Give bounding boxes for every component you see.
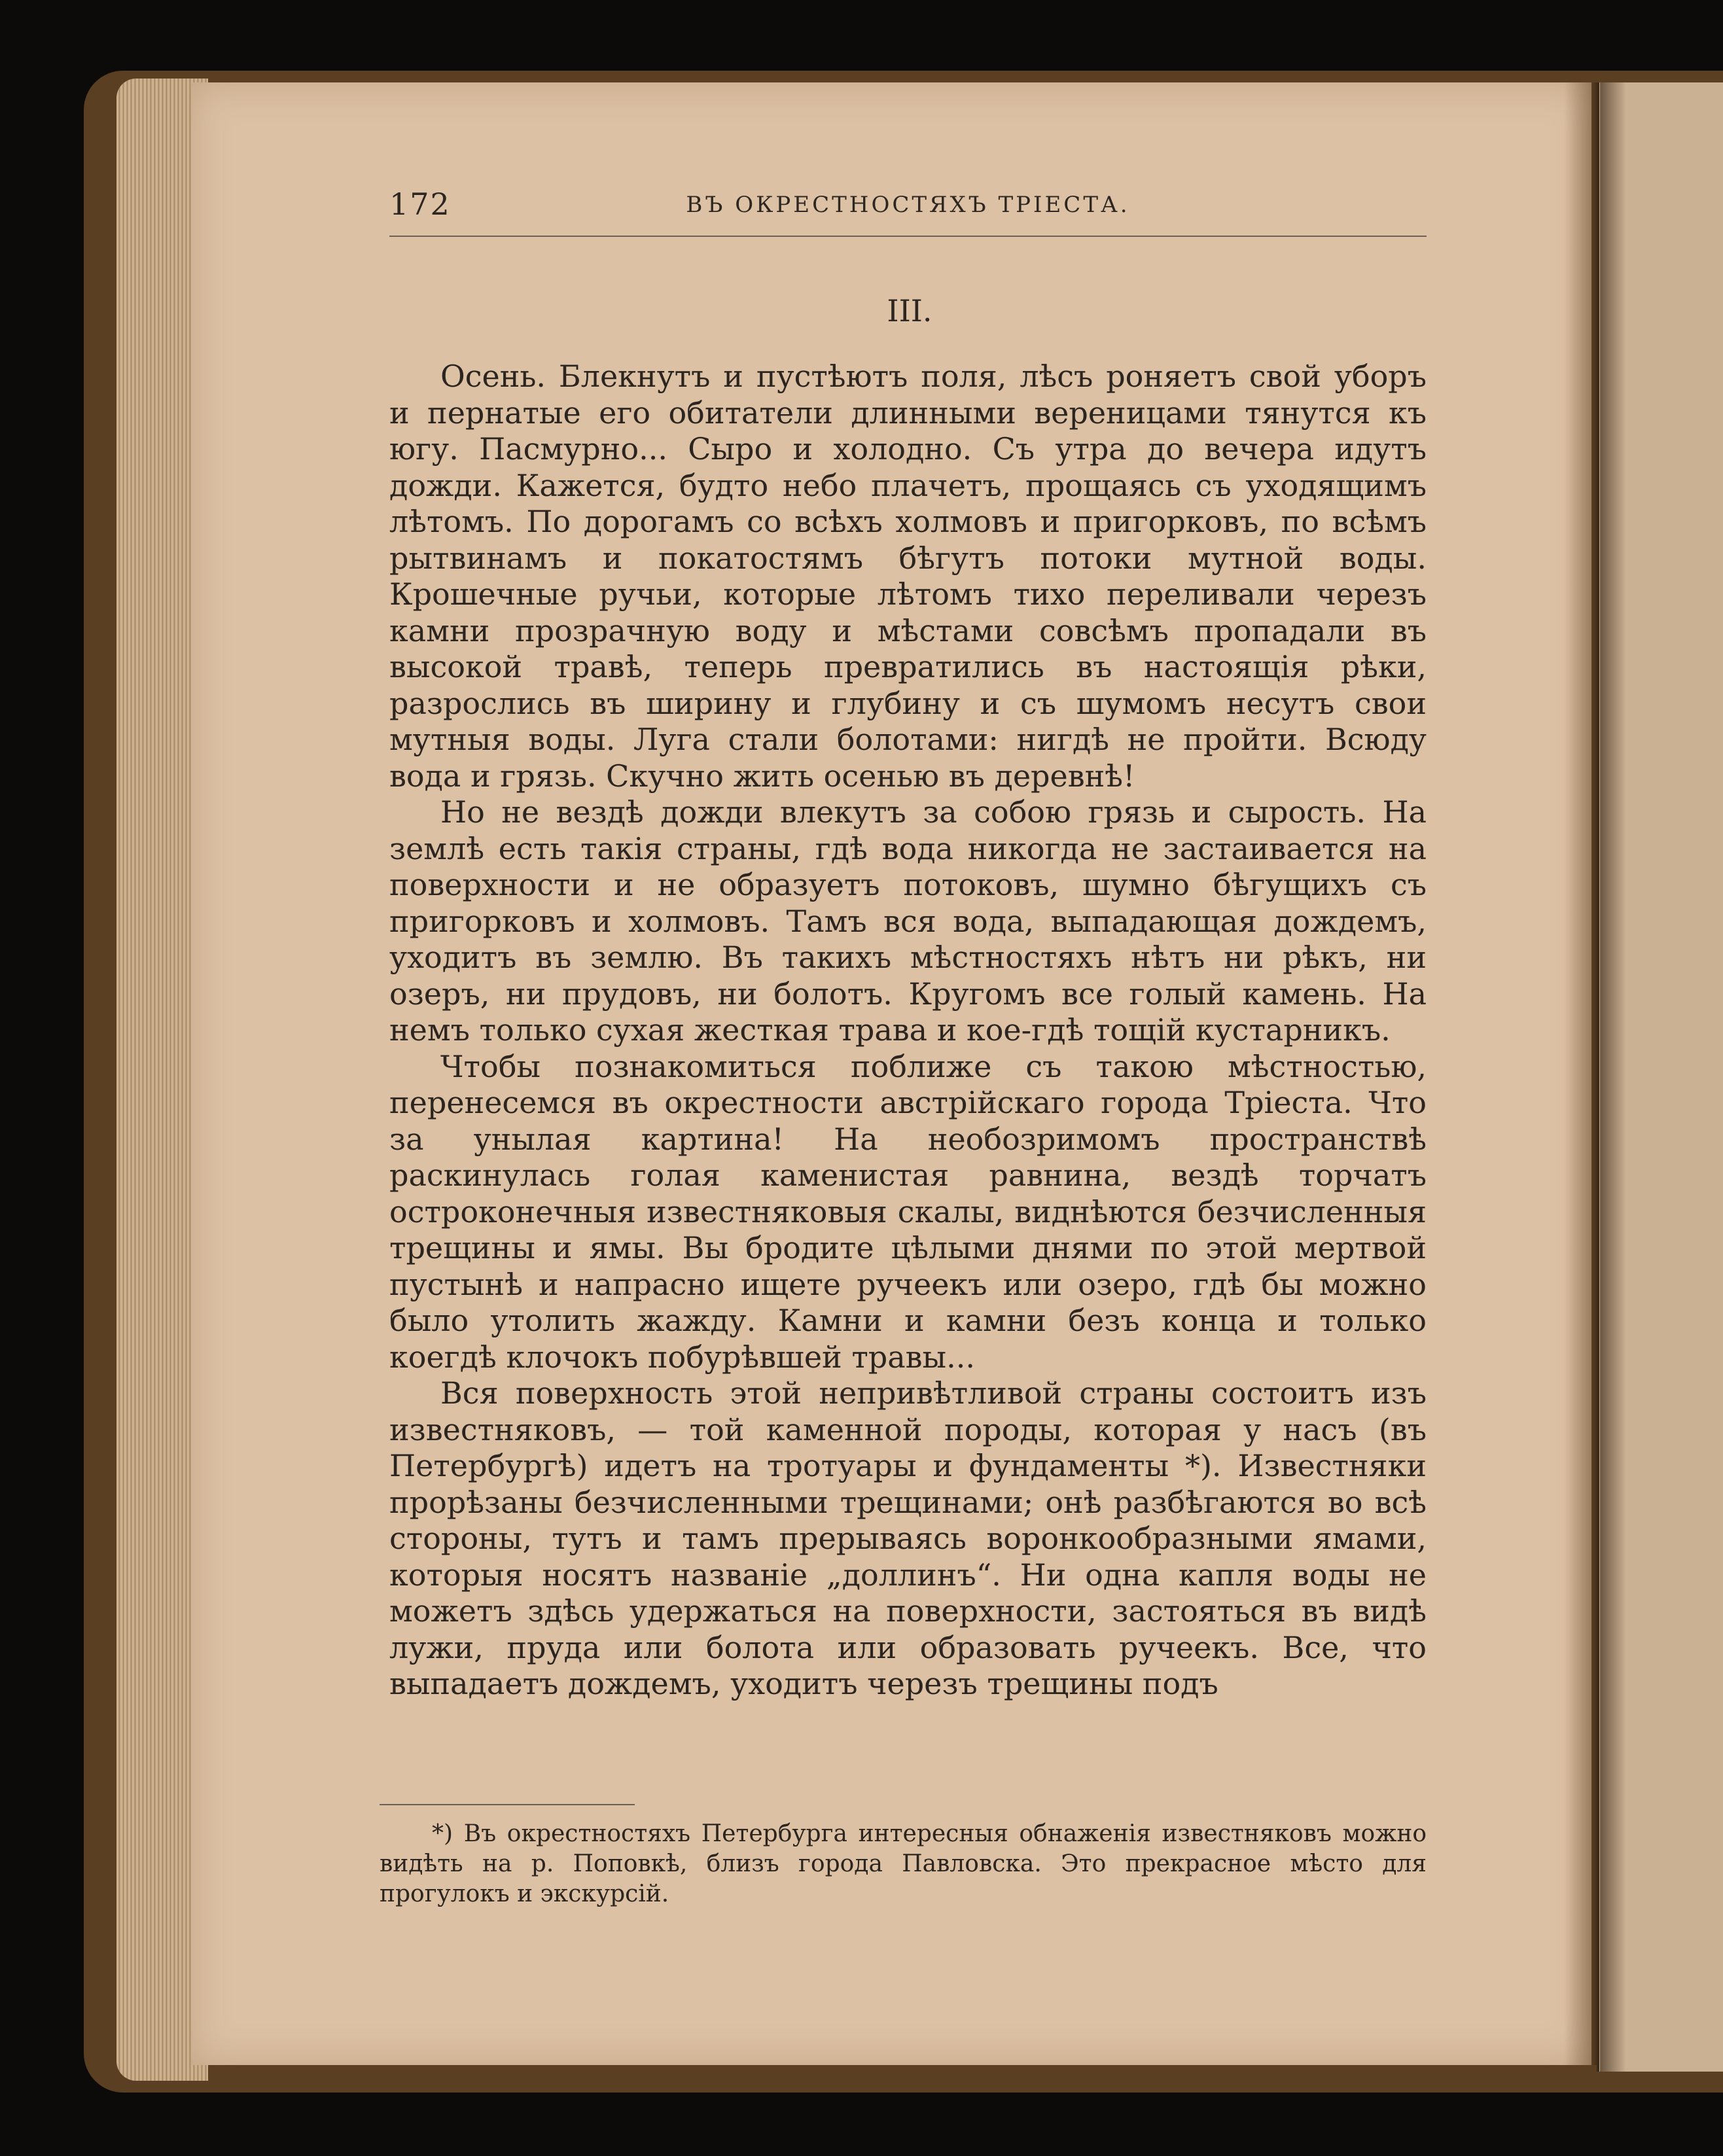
paragraph: Чтобы познакомиться поближе съ такою мѣстностью, перенесемся въ окрестности австрійскаго города Тріеста. Что за унылая картина! На необозримомъ пространствѣ раскинулась голая каменистая равнина, вездѣ торчатъ остроконечныя известняковыя скалы, виднѣются безчисленныя трещины и ямы. Вы бродите цѣлыми днями по этой мертвой пустынѣ и напрасно ищете ручеекъ или озеро, гдѣ бы можно было утолить жажду. Камни и камни безъ конца и только коегдѣ клочокъ побурѣвшей травы...	[389, 1048, 1427, 1375]
section-title: III.	[887, 293, 933, 328]
page-header	[389, 186, 1427, 232]
page-number: 172	[389, 186, 451, 222]
footnote-rule	[380, 1804, 635, 1805]
header-rule	[389, 236, 1427, 237]
facing-page-shadow	[1600, 82, 1626, 2072]
body-text	[389, 359, 1427, 1703]
footnote: *) Въ окрестностяхъ Петербурга интересныя обнаженія известняковъ можно видѣть на р. Поповкѣ, близъ города Павловска. Это прекрасное мѣсто для прогулокъ и экскурсій.	[380, 1820, 1427, 1907]
paragraph: Но не вездѣ дожди влекутъ за собою грязь и сырость. На землѣ есть такія страны, гдѣ вода никогда не застаивается на поверхности и не образуетъ потоковъ, шумно бѣгущихъ съ пригорковъ и холмовъ. Тамъ вся вода, выпадающая дождемъ, уходитъ въ землю. Въ такихъ мѣстностяхъ нѣтъ ни рѣкъ, ни озеръ, ни прудовъ, ни болотъ. Кругомъ все голый камень. На немъ только сухая жесткая трава и кое-гдѣ тощій кустарникъ.	[389, 794, 1427, 1048]
paragraph: Вся поверхность этой непривѣтливой страны состоитъ изъ известняковъ, — той каменной породы, которая у насъ (въ Петербургѣ) идетъ на тротуары и фундаменты *). Известняки прорѣзаны безчисленными трещинами; онѣ разбѣгаются во всѣ стороны, тутъ и тамъ прерываясь воронкообразными ямами, которыя носятъ названіе „доллинъ“. Ни одна капля воды не можетъ здѣсь удержаться на поверхности, застояться въ видѣ лужи, пруда или болота или образовать ручеекъ. Все, что выпадаетъ дождемъ, уходитъ черезъ трещины подъ	[389, 1375, 1427, 1701]
paragraph: Осень. Блекнутъ и пустѣютъ поля, лѣсъ роняетъ свой уборъ и пернатые его обитатели длинными вереницами тянутся къ югу. Пасмурно... Сыро и холодно. Съ утра до вечера идутъ дожди. Кажется, будто небо плачетъ, прощаясь съ уходящимъ лѣтомъ. По дорогамъ со всѣхъ холмовъ и пригорковъ, по всѣмъ рытвинамъ и покатостямъ бѣгутъ потоки мутной воды. Крошечные ручьи, которые лѣтомъ тихо переливали черезъ камни прозрачную воду и мѣстами совсѣмъ пропадали въ высокой травѣ, теперь превратились въ настоящія рѣки, разрослись въ ширину и глубину и съ шумомъ несутъ свои мутныя воды. Луга стали болотами: нигдѣ не пройти. Всюду вода и грязь. Скучно жить осенью въ деревнѣ!	[389, 359, 1427, 794]
running-head: ВЪ ОКРЕСТНОСТЯХЪ ТРІЕСТА.	[686, 192, 1130, 218]
